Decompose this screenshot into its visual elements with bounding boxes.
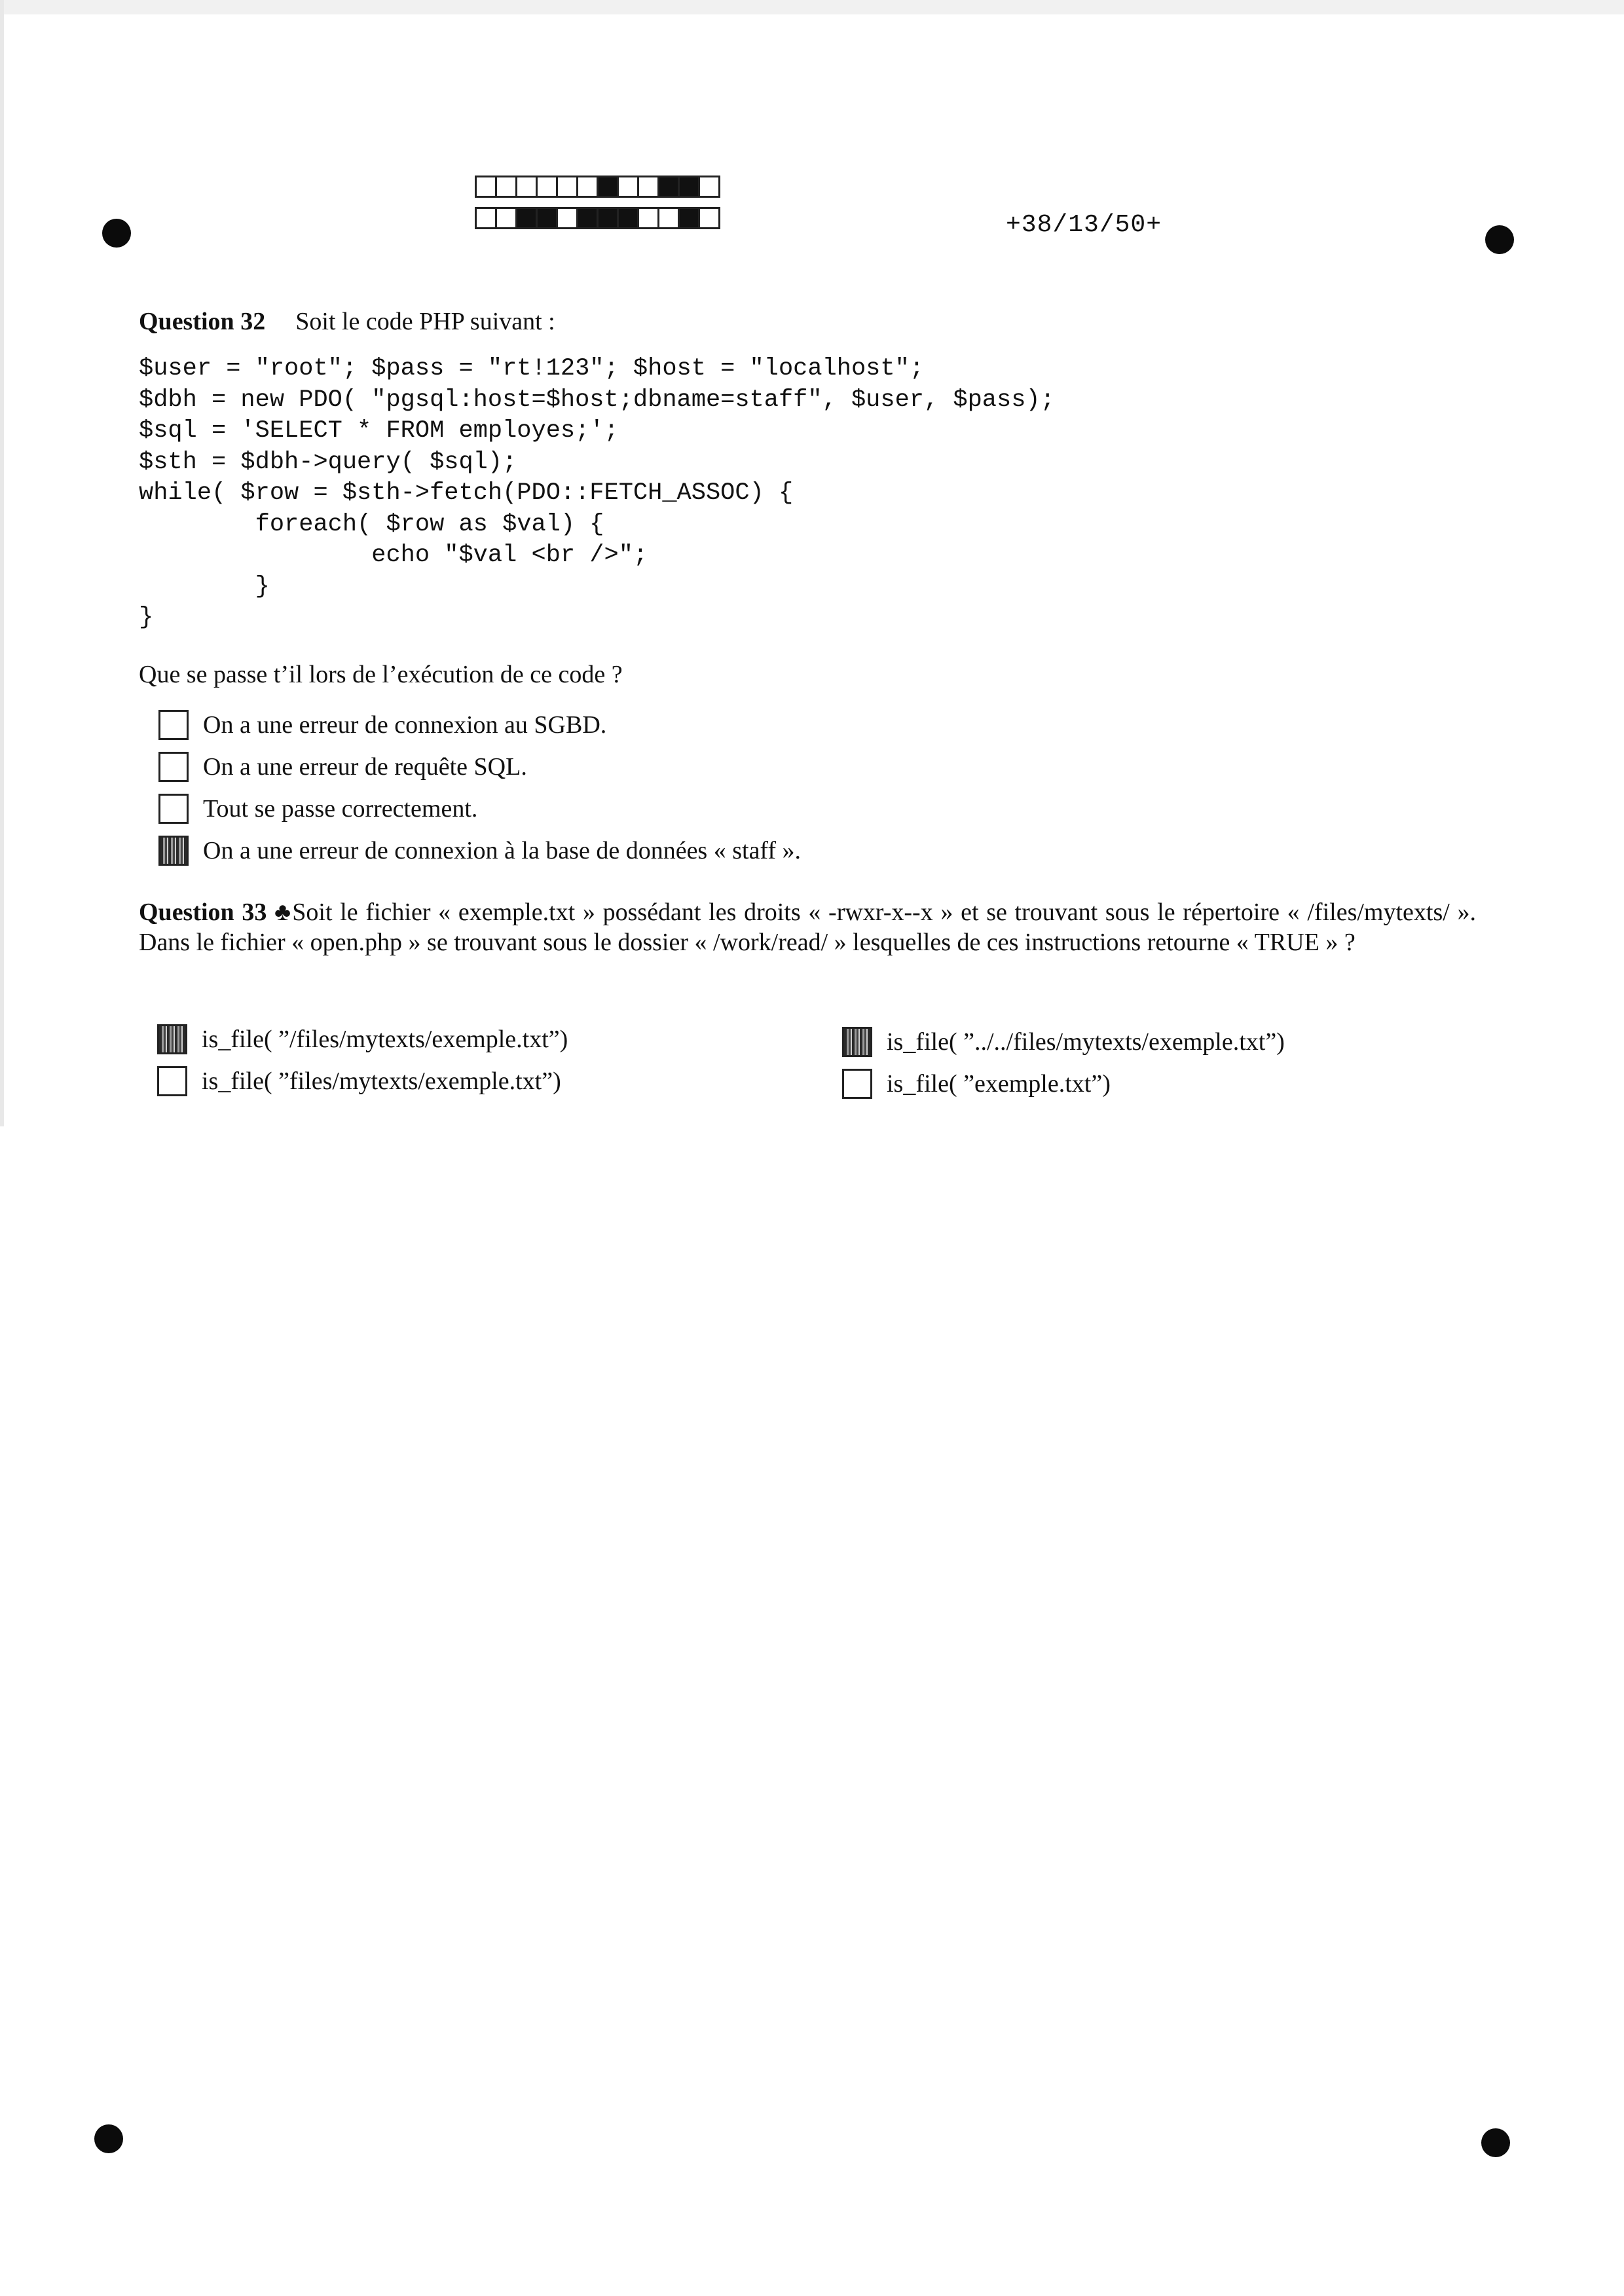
q33-choice[interactable] [157,1024,568,1054]
choice-label: On a une erreur de connexion à la base de données « staff ». [203,837,802,864]
barcode-cell [536,207,558,229]
question-33-number: Question 33 [139,898,267,926]
barcode-cell [515,176,538,198]
barcode-cell [617,176,639,198]
barcode-cell [597,176,619,198]
barcode-cell [657,176,680,198]
choice-label: On a une erreur de connexion au SGBD. [203,711,607,739]
scan-edge-top [0,0,1624,14]
barcode-cell [475,176,497,198]
question-32-number: Question 32 [139,308,266,335]
q32-choice[interactable] [158,794,477,824]
q32-choice[interactable] [158,710,606,740]
corner-mark-bottom-right [1481,2128,1510,2157]
barcode-cell [698,176,720,198]
barcode-cell [536,176,558,198]
barcode-cell [556,176,578,198]
corner-mark-top-left [102,219,131,248]
sheet-id: +38/13/50+ [1006,211,1162,239]
barcode-cell [637,207,659,229]
q32-choice[interactable] [158,752,527,782]
checkbox[interactable] [158,710,189,740]
checkbox[interactable] [158,836,189,866]
choice-label: Tout se passe correctement. [203,795,478,823]
barcode-cell [678,176,700,198]
q32-choice[interactable] [158,836,801,866]
checkbox[interactable] [842,1069,872,1099]
choice-label: is_file( ”/files/mytexts/exemple.txt”) [202,1026,568,1053]
question-32-prompt: Que se passe t’il lors de l’exécution de ce code ? [139,661,623,688]
barcode-cell [576,176,599,198]
barcode-cell [617,207,639,229]
barcode-row-top [477,176,720,198]
barcode-cell [576,207,599,229]
checkbox[interactable] [158,752,189,782]
checkbox[interactable] [157,1066,187,1096]
choice-label: On a une erreur de requête SQL. [203,753,527,781]
question-32-intro: Soit le code PHP suivant : [295,308,555,335]
barcode-cell [678,207,700,229]
barcode-cell [637,176,659,198]
choice-label: is_file( ”exemple.txt”) [887,1070,1111,1098]
barcode-cell [698,207,720,229]
php-code-block: $user = "root"; $pass = "rt!123"; $host = "localhost"; $dbh = new PDO( "pgsql:host=$host;dbname=staff", $user, $pass); $sql = 'SELECT * FROM employes;'; $sth = $dbh->query( $sql); while( $row = $sth->fetch(PDO::FETCH_ASSOC) { foreach( $row as $val) { echo "$val <br />"; } } [139,355,1055,631]
q33-choice[interactable] [842,1069,1111,1099]
barcode-cell [515,207,538,229]
question-33-text: Soit le fichier « exemple.txt » possédant les droits « -rwxr-x--x » et se trouvant sous le répertoire « /files/mytexts/ ». Dans le fichier « open.php » se trouvant sous le dossier « /work/read/ » lesquelles de ces instructions retourne « TRUE » ? [139,898,1477,956]
checkbox[interactable] [842,1027,872,1057]
choice-label: is_file( ”../../files/mytexts/exemple.txt”) [887,1028,1285,1056]
corner-mark-bottom-left [94,2124,123,2153]
barcode-cell [597,207,619,229]
barcode-cell [495,176,517,198]
checkbox[interactable] [157,1024,187,1054]
barcode-row-bottom [477,207,720,229]
scan-edge-left [0,0,4,1126]
barcode-cell [495,207,517,229]
barcode-cell [475,207,497,229]
q33-choice[interactable] [157,1066,561,1096]
question-32-header [139,306,555,337]
club-icon: ♣ [274,898,293,926]
choice-label: is_file( ”files/mytexts/exemple.txt”) [202,1067,561,1095]
corner-mark-top-right [1485,225,1514,254]
barcode-cell [657,207,680,229]
checkbox[interactable] [158,794,189,824]
barcode-cell [556,207,578,229]
q33-choice[interactable] [842,1027,1285,1057]
question-33-header [139,897,1476,957]
